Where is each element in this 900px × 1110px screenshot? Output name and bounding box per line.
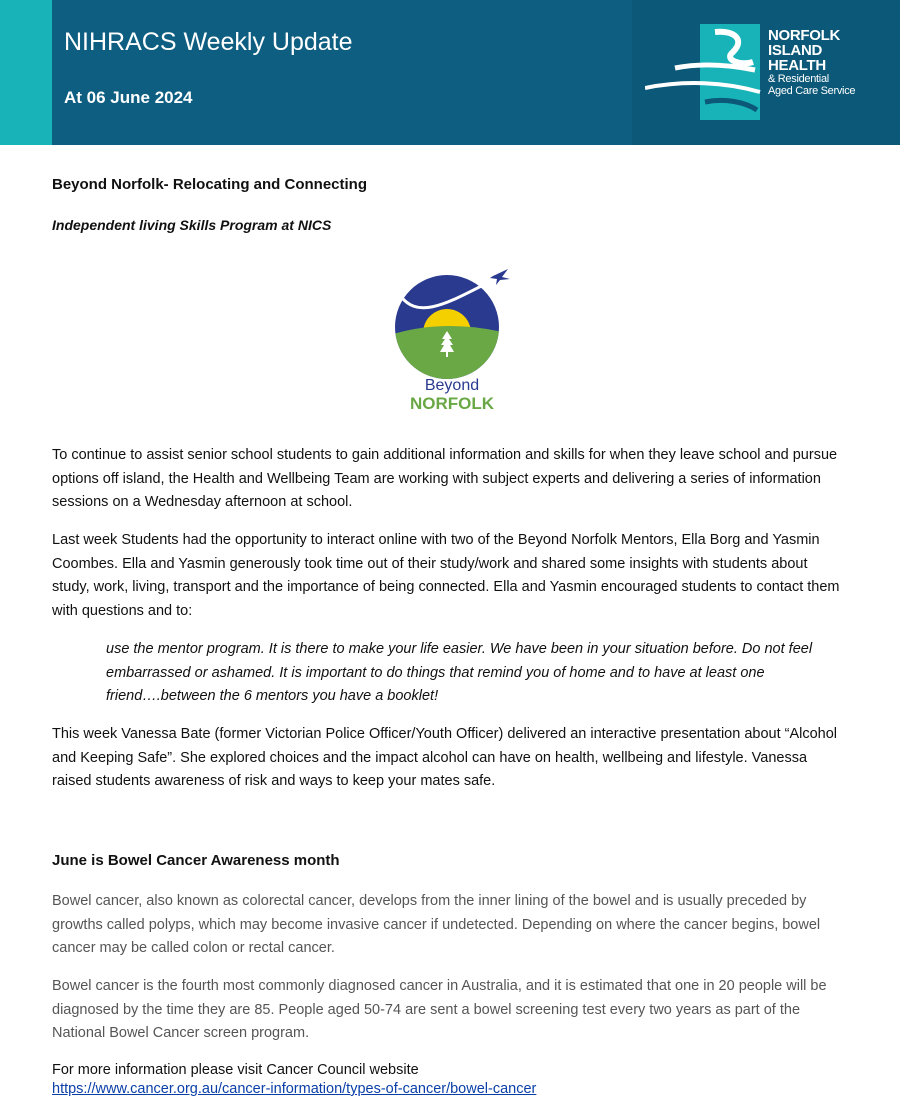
section-heading-beyond-norfolk: Beyond Norfolk- Relocating and Connecting: [52, 176, 368, 193]
logo-line-1: NORFOLK: [768, 27, 841, 44]
mentor-quote: use the mentor program. It is there to make your life easier. We have been in your situation before. Do not feel embarrassed or ashamed. It is important to do things that remind you of home and to have at least one friend….between the 6 mentors you have a booklet!: [106, 641, 813, 704]
beyond-norfolk-logo: [390, 265, 515, 415]
logo-line-2: ISLAND: [768, 42, 823, 59]
logo-line-4: & Residential: [768, 73, 829, 85]
cancer-council-link[interactable]: https://www.cancer.org.au/cancer-information/types-of-cancer/bowel-cancer: [52, 1081, 537, 1097]
header-banner: [0, 0, 900, 145]
paragraph-bowel-cancer-stats: Bowel cancer is the fourth most commonly diagnosed cancer in Australia, and it is estimated that one in 20 people will be diagnosed by the time they are 85. People aged 50-74 are sent a bowel screening test every two years as part of the National Bowel Cancer screen program.: [52, 978, 827, 1041]
nihracs-logo-icon: [645, 22, 765, 122]
newsletter-date: At 06 June 2024: [64, 88, 193, 107]
beyond-norfolk-logo-line1: Beyond: [424, 377, 480, 394]
paragraph-intro: To continue to assist senior school students to gain additional information and skills for when they leave school and pursue options off island, the Health and Wellbeing Team are working with subject experts and delivering a series of information sessions on a Wednesday afternoon at school.: [52, 447, 838, 510]
paragraph-presentation: This week Vanessa Bate (former Victorian Police Officer/Youth Officer) delivered an interactive presentation about “Alcohol and Keeping Safe”. She explored choices and the impact alcohol can have on health, wellbeing and lifestyle. Vanessa raised students awareness of risk and ways to keep your mates safe.: [52, 726, 838, 789]
section-heading-bowel-cancer: June is Bowel Cancer Awareness month: [52, 852, 340, 869]
logo-line-3: HEALTH: [768, 57, 826, 74]
paragraph-mentors: Last week Students had the opportunity to interact online with two of the Beyond Norfolk Mentors, Ella Borg and Yasmin Coombes. Ella and Yasmin generously took time out of their study/work and shared some insights with students about study, work, living, transport and the importance of being connected. Ella and Yasmin encouraged students to contact them with questions and to:: [52, 532, 840, 619]
beyond-norfolk-logo-line2: NORFOLK: [409, 394, 495, 413]
header-accent-strip: [0, 0, 52, 145]
nihracs-logo-wordmark: [768, 28, 855, 97]
section-subheading: Independent living Skills Program at NICS: [52, 217, 332, 233]
newsletter-title: NIHRACS Weekly Update: [64, 28, 353, 56]
logo-line-5: Aged Care Service: [768, 85, 856, 97]
more-info-text: For more information please visit Cancer Council website: [52, 1062, 419, 1078]
paragraph-bowel-cancer-definition: Bowel cancer, also known as colorectal cancer, develops from the inner lining of the bowel and is usually preceded by growths called polyps, which may become invasive cancer if undetected. Depending on where the cancer begins, bowel cancer may be called colon or rectal cancer.: [52, 893, 821, 956]
